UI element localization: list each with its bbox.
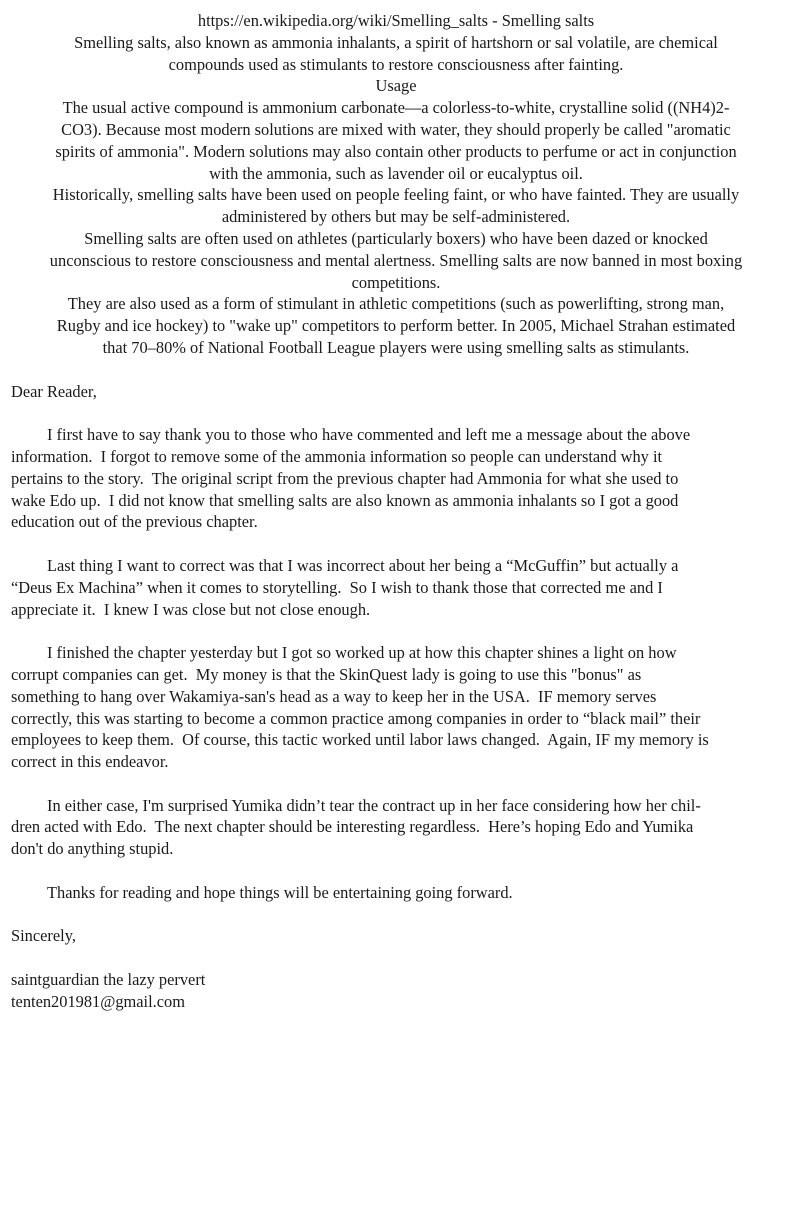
signature-block — [11, 969, 788, 1013]
text-line: Usage — [375, 76, 417, 96]
text-line: I finished the chapter yesterday but I got so worked up at how this chapter shines a light on how — [47, 643, 677, 663]
text-line: information. I forgot to remove some of the ammonia information so people can understand why it — [11, 446, 663, 466]
text-line: education out of the previous chapter. — [11, 512, 258, 532]
letter-paragraph-3 — [11, 642, 788, 773]
letter-signature: saintguardian the lazy pervert — [11, 970, 206, 990]
text-line: They are also used as a form of stimulant in athletic competitions (such as powerlifting, strong man, — [67, 294, 725, 314]
text-line: administered by others but may be self-administered. — [221, 207, 571, 227]
author-letter — [0, 381, 792, 1013]
letter-paragraph-2 — [11, 555, 788, 620]
text-line: correct in this endeavor. — [11, 752, 169, 772]
text-line: don't do anything stupid. — [11, 839, 174, 859]
text-line: employees to keep them. Of course, this tactic worked until labor laws changed. Again, IF my memory is — [11, 730, 709, 750]
text-line: corrupt companies can get. My money is that the SkinQuest lady is going to use this "bonus" as — [11, 664, 642, 684]
text-line: Smelling salts, also known as ammonia inhalants, a spirit of hartshorn or sal volatile, are chemical — [74, 32, 718, 52]
letter-paragraph-1 — [11, 424, 788, 533]
text-line: “Deus Ex Machina” when it comes to storytelling. So I wish to thank those that corrected me and I — [11, 577, 663, 597]
text-line: spirits of ammonia". Modern solutions may also contain other products to perfume or act in conjunction — [55, 141, 737, 161]
text-line: Historically, smelling salts have been used on people feeling faint, or who have fainted. They are usually — [52, 185, 740, 205]
text-line: pertains to the story. The original script from the previous chapter had Ammonia for what she used to — [11, 468, 679, 488]
text-line: with the ammonia, such as lavender oil or eucalyptus oil. — [209, 163, 583, 183]
text-line: I first have to say thank you to those who have commented and left me a message about the above — [47, 425, 691, 445]
text-line: Rugby and ice hockey) to "wake up" competitors to perform better. In 2005, Michael Strahan estimated — [56, 316, 736, 336]
text-line: https://en.wikipedia.org/wiki/Smelling_salts - Smelling salts — [197, 11, 595, 30]
text-line: The usual active compound is ammonium carbonate—a colorless-to-white, crystalline solid ((NH4)2- — [62, 98, 730, 118]
letter-closing: Sincerely, — [11, 926, 76, 946]
text-line: competitions. — [351, 272, 441, 292]
letter-email: tenten201981@gmail.com — [11, 991, 185, 1011]
text-line: something to hang over Wakamiya-san's head as a way to keep her in the USA. IF memory serves — [11, 686, 657, 706]
wiki-excerpt — [0, 0, 792, 359]
text-line: compounds used as stimulants to restore consciousness after fainting. — [168, 54, 624, 74]
text-line: that 70–80% of National Football League players were using smelling salts as stimulants. — [102, 337, 690, 357]
text-line: Last thing I want to correct was that I was incorrect about her being a “McGuffin” but actually a — [47, 555, 679, 575]
text-line: dren acted with Edo. The next chapter should be interesting regardless. Here’s hoping Edo and Yumika — [11, 817, 694, 837]
letter-salutation: Dear Reader, — [11, 381, 97, 401]
text-line: In either case, I'm surprised Yumika didn’t tear the contract up in her face considering how her chil- — [47, 795, 701, 815]
letter-paragraph-4 — [11, 795, 788, 860]
text-line: appreciate it. I knew I was close but not close enough. — [11, 599, 371, 619]
text-line: wake Edo up. I did not know that smelling salts are also known as ammonia inhalants so I got a good — [11, 490, 679, 510]
text-line: Thanks for reading and hope things will be entertaining going forward. — [47, 882, 513, 902]
letter-paragraph-5 — [11, 882, 788, 904]
text-line: correctly, this was starting to become a common practice among companies in order to “black mail” their — [11, 708, 701, 728]
text-line: Smelling salts are often used on athletes (particularly boxers) who have been dazed or knocked — [84, 228, 708, 248]
text-line: unconscious to restore consciousness and mental alertness. Smelling salts are now banned in most boxing — [49, 250, 743, 270]
text-line: CO3). Because most modern solutions are mixed with water, they should properly be called "aromatic — [61, 119, 731, 139]
